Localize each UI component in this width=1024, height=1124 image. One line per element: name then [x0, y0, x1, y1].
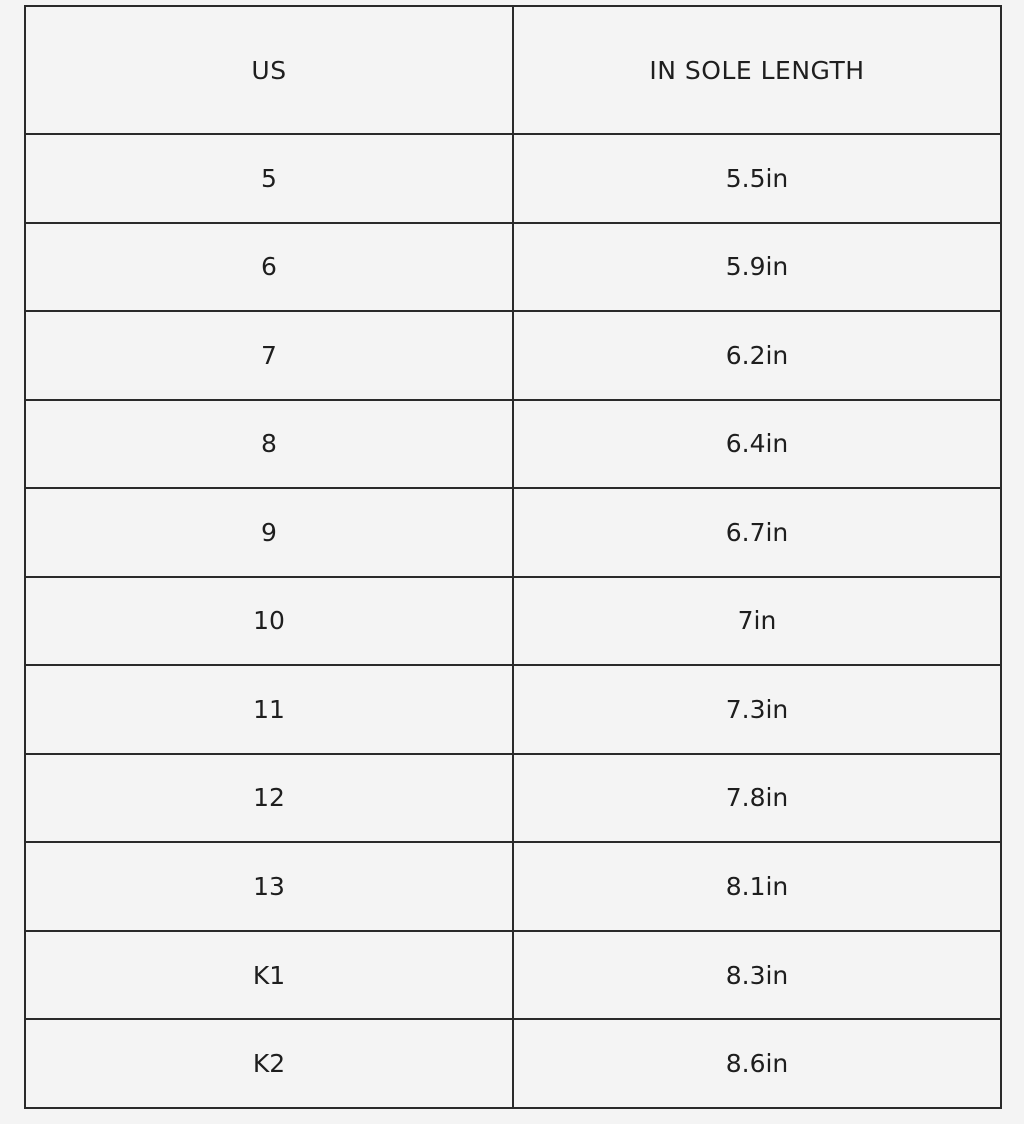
- sole-length-cell: 8.1in: [513, 842, 1001, 931]
- sole-length-cell: 7.3in: [513, 665, 1001, 754]
- us-size-cell: 5: [25, 134, 513, 223]
- us-size-cell: 12: [25, 754, 513, 843]
- sole-length-cell: 8.6in: [513, 1019, 1001, 1108]
- us-size-cell: 10: [25, 577, 513, 666]
- sole-length-cell: 5.9in: [513, 223, 1001, 312]
- size-chart-table: [24, 5, 1002, 1109]
- sole-length-cell: 6.4in: [513, 400, 1001, 489]
- table-row: [25, 223, 1001, 312]
- us-size-cell: K2: [25, 1019, 513, 1108]
- table-header-row: [25, 6, 1001, 134]
- sole-length-cell: 6.7in: [513, 488, 1001, 577]
- us-size-cell: 13: [25, 842, 513, 931]
- table-row: [25, 134, 1001, 223]
- sole-length-cell: 6.2in: [513, 311, 1001, 400]
- header-in-sole-length: IN SOLE LENGTH: [513, 6, 1001, 134]
- table-row: [25, 1019, 1001, 1108]
- us-size-cell: K1: [25, 931, 513, 1020]
- header-us: US: [25, 6, 513, 134]
- table-row: [25, 577, 1001, 666]
- sole-length-cell: 7.8in: [513, 754, 1001, 843]
- table-row: [25, 665, 1001, 754]
- table-row: [25, 400, 1001, 489]
- table-row: [25, 488, 1001, 577]
- us-size-cell: 9: [25, 488, 513, 577]
- us-size-cell: 7: [25, 311, 513, 400]
- table-row: [25, 931, 1001, 1020]
- table-row: [25, 754, 1001, 843]
- sole-length-cell: 5.5in: [513, 134, 1001, 223]
- us-size-cell: 8: [25, 400, 513, 489]
- table-row: [25, 842, 1001, 931]
- table-row: [25, 311, 1001, 400]
- us-size-cell: 11: [25, 665, 513, 754]
- sole-length-cell: 7in: [513, 577, 1001, 666]
- us-size-cell: 6: [25, 223, 513, 312]
- sole-length-cell: 8.3in: [513, 931, 1001, 1020]
